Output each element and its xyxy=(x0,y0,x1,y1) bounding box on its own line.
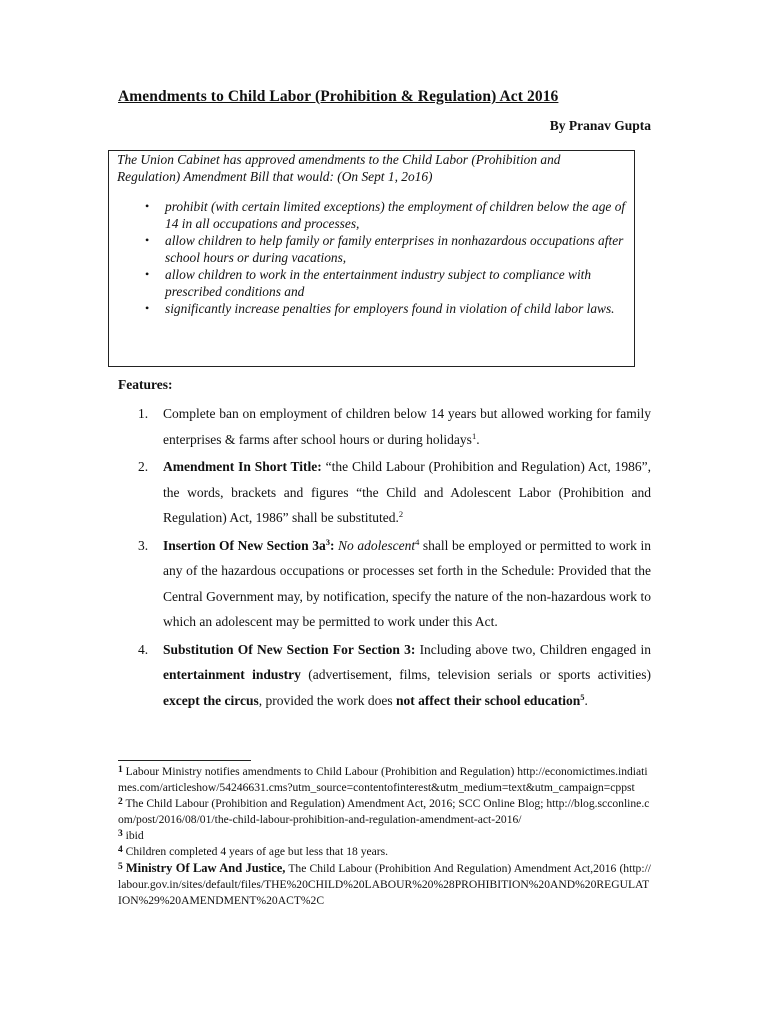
feature-number: 3. xyxy=(138,537,149,553)
footnote-number: 4 xyxy=(118,845,123,855)
feature-item xyxy=(118,637,651,714)
footnote-bold-text: Ministry Of Law And Justice, xyxy=(125,861,286,875)
footnote-text[interactable]: The Child Labour (Prohibition and Regulation) Amendment Act, 2016; SCC Online Blog; http://blog.scconline.com/post/2016/08/01/the-child-labour-prohibition-and-regulation-amendment-act-2016/ xyxy=(118,797,650,826)
footnote-text[interactable]: The Child Labour (Prohibition And Regulation) Amendment Act,2016 (http://labour.gov.in/sites/default/files/THE%20CHILD%20LABOUR%20%28PROHIBITION%20AND%20REGULATION%29%20AMENDMENT%20ACT%2C xyxy=(118,862,652,907)
footnote-ref[interactable]: 4 xyxy=(415,536,420,547)
summary-bullet-text: prohibit (with certain limited exceptions) the employment of children below the age of 14 in all occupations and processes, xyxy=(165,199,626,231)
feature-bold-text: entertainment industry xyxy=(163,667,301,682)
summary-bullet-text: allow children to help family or family enterprises in nonhazardous occupations after school hours or during vacations, xyxy=(165,233,624,265)
features-heading: Features: xyxy=(118,377,173,392)
summary-bullet-item xyxy=(117,198,626,232)
feature-number: 2. xyxy=(138,459,149,474)
feature-bold-text: except the circus xyxy=(163,692,259,708)
bullet-icon: • xyxy=(145,301,150,315)
footnotes xyxy=(118,764,651,909)
footnote-ref[interactable]: 3 xyxy=(325,536,330,547)
footnote-ref[interactable]: 2 xyxy=(398,509,404,519)
feature-punct: . xyxy=(476,431,480,447)
feature-heading: Substitution Of New Section For Section 3: xyxy=(163,641,416,657)
footnote-number: 5 xyxy=(118,862,123,872)
footnote-text: Children completed 4 years of age but less that 18 years. xyxy=(125,845,389,858)
footnote-number: 2 xyxy=(118,797,123,807)
feature-punct: . xyxy=(584,692,588,708)
author-byline: By Pranav Gupta xyxy=(549,118,651,133)
summary-intro: The Union Cabinet has approved amendments to the Child Labor (Prohibition and Regulation) Amendment Bill that would: (On Sept 1, 2o16) xyxy=(117,152,561,184)
bullet-icon: • xyxy=(145,199,150,213)
feature-heading-colon: : xyxy=(329,537,335,553)
summary-bullet-item xyxy=(117,266,626,300)
summary-bullet-list xyxy=(117,198,626,317)
feature-text: shall be employed or permitted to work in any of the hazardous occupations or processes set forth in the Schedule: Provided that the Central Government may, by notification, specify the nature of the non-hazardous work to which an adolescent may be permitted to work under this Act. xyxy=(163,537,651,629)
feature-italic-text: No adolescent xyxy=(334,537,416,553)
feature-text: Complete ban on employment of children below 14 years but allowed working for family enterprises & farms after school hours or during holidays xyxy=(163,406,651,447)
feature-heading: Insertion Of New Section 3a xyxy=(163,537,326,553)
feature-item xyxy=(118,533,651,635)
feature-item xyxy=(118,454,651,531)
feature-item xyxy=(118,401,651,452)
bullet-icon: • xyxy=(145,267,150,281)
footnote-text: ibid xyxy=(125,829,144,842)
footnote-ref[interactable]: 5 xyxy=(580,691,585,702)
summary-bullet-text: significantly increase penalties for employers found in violation of child labor laws. xyxy=(165,301,615,316)
footnote-number: 1 xyxy=(118,765,123,775)
summary-bullet-item xyxy=(117,300,626,317)
feature-heading: Amendment In Short Title: xyxy=(163,459,322,474)
feature-number: 1. xyxy=(138,406,149,421)
footnote-text[interactable]: Labour Ministry notifies amendments to Child Labour (Prohibition and Regulation) http://economictimes.indiatimes.com/articleshow/54246631.cms?utm_source=contentofinterest&utm_medium=text&utm_campaign=cppst xyxy=(118,765,648,794)
bullet-icon: • xyxy=(145,233,150,247)
feature-number: 4. xyxy=(138,641,149,657)
footnote-number: 3 xyxy=(118,829,123,839)
footnote-ref[interactable]: 1 xyxy=(471,430,477,441)
footnote-separator xyxy=(118,760,251,761)
footnote xyxy=(118,796,651,828)
summary-bullet-item xyxy=(117,232,626,266)
feature-text: (advertisement, films, television serials or sports activities) xyxy=(300,667,651,682)
feature-bold-text: not affect their school education xyxy=(395,692,581,708)
footnote xyxy=(118,764,651,796)
feature-text: “the Child Labour (Prohibition and Regulation) Act, 1986”, the words, brackets and figures “the Child and Adolescent Labor (Prohibition and Regulation) Act, 1986” shall be substituted. xyxy=(163,459,651,525)
feature-text: Including above two, Children engaged in xyxy=(415,641,651,657)
document-title: Amendments to Child Labor (Prohibition & Regulation) Act 2016 xyxy=(118,88,559,105)
features-list xyxy=(118,401,651,715)
summary-box xyxy=(108,150,635,367)
summary-bullet-text: allow children to work in the entertainment industry subject to compliance with prescribed conditions and xyxy=(165,267,592,299)
footnote xyxy=(118,860,651,909)
feature-text: , provided the work does xyxy=(258,692,396,708)
footnote xyxy=(118,828,651,844)
footnote xyxy=(118,844,651,860)
